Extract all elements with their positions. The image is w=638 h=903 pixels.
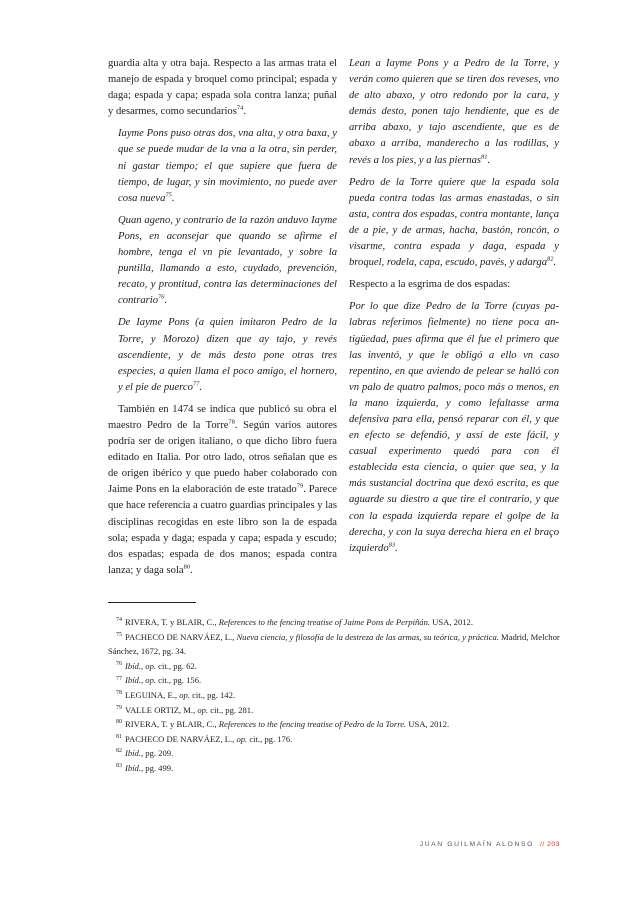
text-run: También en 1474 se indica que publicó su obra el maestro Pedro de la Torre bbox=[108, 403, 337, 431]
footnote bbox=[108, 630, 560, 659]
footnote-ref[interactable]: 78 bbox=[228, 418, 235, 426]
text-run: Quan ageno, y contrario de la razón anduvo Iayme Pons, en aconsejar que quando se afirme el hombre, tenga el vn pie levantado, y sobre la puntilla, llamando a esto, cuydado, prevención, recato, y prontitud, contra las determinaciones del contrario bbox=[118, 214, 337, 307]
text-run: Ibíd., bbox=[125, 748, 144, 759]
text-run: . Parece que hace referencia a cuatro guardias principales y las disciplinas recogidas en este libro son la de espada sola; espada y daga; espada y capa; espada y escudo; dos espadas; espada de dos manos; espada contra lanza; y daga sola bbox=[108, 484, 337, 576]
footnote bbox=[108, 688, 560, 703]
text-run: Madrid, Melchor Sánchez, 1672, pg. 34. bbox=[108, 631, 560, 657]
text-run: Lean a Iayme Pons y a Pedro de la Torre, y verán como quieren que se tiren dos reveses, vno de alto abaxo, y otro redondo por la cara, y demás desto, ponen tajo hendiente, que es de arriba abaxo, y tajo ascendiente, que es de abaxo a arriba, manderecho a las rodillas, y revés a los pies, y a las piernas bbox=[349, 58, 559, 166]
text-run: . bbox=[553, 257, 557, 269]
quote-paragraph bbox=[349, 175, 559, 272]
footnote-ref[interactable]: 75 bbox=[165, 191, 172, 199]
text-run: . bbox=[487, 154, 491, 166]
text-run: op. bbox=[197, 704, 209, 715]
footer-author: JUAN GUILMAÍN ALONSO bbox=[419, 841, 534, 848]
quote-paragraph bbox=[349, 299, 559, 557]
footnote-separator bbox=[108, 602, 196, 603]
text-run: cit., pg. 142. bbox=[189, 689, 236, 700]
footnote-number: 81 bbox=[116, 733, 122, 740]
footnote-number: 82 bbox=[116, 748, 122, 755]
footnote-number: 76 bbox=[116, 660, 122, 667]
text-run: VALLE ORTIZ, M., bbox=[125, 704, 198, 715]
text-run: RIVERA, T. y BLAIR, C., bbox=[125, 617, 219, 627]
footnote bbox=[108, 659, 560, 674]
footnote bbox=[108, 746, 560, 761]
text-run: Por lo que dize Pedro de la Torre (cuyas palabras referimos fielmente) no tiene poca antigüedad, pues afirma que él fue el primero que las inventó, y que le obligó a ello vn caso repentino, en que aviendo de pelear se halló con vn palo de quatro palmos, poco más o menos, en la mano izquierda, y como lefaltasse arma defensiva para ella, pensó reparar con él, y que en efecto se defendió, y assí de este fácil, y casual experimento quedó para con él establecida esta ciencia, o quier que sea, y la más sustancial doctrina que dexó escrita, es que aguarde su diestro a que tire el contrario, y que con la espada izquierda repare el golpe de la derecha, y con la suya derecha hiera en el braço izquierdo bbox=[349, 301, 559, 554]
footnote-number: 77 bbox=[116, 675, 122, 682]
text-run: LEGUINA, E., bbox=[125, 689, 180, 700]
text-run: . Según varios autores podría ser de origen italiano, o que dicho libro fuera editado en Italia. Por otro lado, otros señalan que es de origen ibérico y que puedo haber colaborado con Jaime Pons en la elaboración de este tratado bbox=[108, 419, 337, 496]
text-run: guardia alta y otra baja. Respecto a las armas trata el manejo de espada y broquel como principal; espada y daga; espada y capa; espada sola contra lanza; puñal y desarmes, como secundarios bbox=[108, 58, 337, 118]
footnote bbox=[108, 732, 560, 747]
text-run: Nueva ciencia, y filosofía de la destreza de las armas, su teórica, y práctica. bbox=[236, 631, 499, 642]
quote-paragraph bbox=[108, 315, 337, 395]
body-paragraph bbox=[108, 56, 337, 120]
text-run: pg. 499. bbox=[143, 762, 174, 773]
text-run: cit., pg. 281. bbox=[208, 704, 254, 715]
right-column bbox=[349, 56, 559, 563]
left-column bbox=[108, 56, 337, 585]
footnote-ref[interactable]: 76 bbox=[158, 293, 165, 301]
text-run: . bbox=[164, 295, 168, 307]
text-run: References to the fencing treatise of Jaime Pons de Perpiñán. bbox=[218, 617, 431, 627]
text-run: Pedro de la Torre quiere que la espada sola pueda contra todas las armas enastadas, o sin asta, contra dos espadas, contra montante, lança de a pie, y de armas, hacha, bastón, roncón, o visarme, contra espada y daga, espada y broquel, rodela, capa, escudo, pavés, y adarga bbox=[349, 176, 559, 269]
footnote bbox=[108, 761, 560, 776]
footnote-number: 79 bbox=[116, 704, 122, 711]
text-run: Ibíd., op. bbox=[125, 660, 157, 671]
text-run: De Iayme Pons (a quien imitaron Pedro de la Torre, y Morozo) dizen que ay tajo, y revés ascendiente, y de más desto pone otras tres especies, a quien llama el poco amigo, el hornero, y el pie de puerco bbox=[118, 317, 337, 393]
text-run: Ibíd., bbox=[125, 762, 144, 773]
text-run: Ibíd., op. bbox=[125, 675, 157, 686]
footnote-ref[interactable]: 81 bbox=[481, 153, 488, 161]
text-run: . bbox=[171, 192, 175, 204]
body-paragraph bbox=[349, 277, 559, 293]
text-run: cit., pg. 156. bbox=[156, 675, 202, 686]
footnote-number: 78 bbox=[116, 690, 122, 697]
text-run: Respecto a la esgrima de dos espadas: bbox=[349, 279, 511, 291]
footnote-ref[interactable]: 82 bbox=[547, 255, 554, 263]
running-footer bbox=[300, 841, 560, 848]
footnote-ref[interactable]: 83 bbox=[388, 541, 396, 549]
footnote-ref[interactable]: 77 bbox=[192, 380, 200, 388]
text-run: . bbox=[199, 381, 203, 393]
text-run: USA, 2012. bbox=[430, 617, 474, 627]
footnote bbox=[108, 615, 560, 630]
quote-paragraph bbox=[349, 56, 559, 169]
footnote bbox=[108, 717, 560, 732]
quote-paragraph bbox=[108, 213, 337, 310]
footnote-ref[interactable]: 79 bbox=[296, 482, 304, 490]
footnotes bbox=[108, 615, 560, 776]
text-run: pg. 209. bbox=[143, 748, 174, 759]
footnote-ref[interactable]: 74 bbox=[236, 104, 244, 112]
text-run: USA, 2012. bbox=[406, 719, 450, 730]
page-number: // 203 bbox=[539, 841, 560, 848]
body-paragraph bbox=[108, 402, 337, 579]
footnote-number: 74 bbox=[116, 617, 122, 624]
footnote-number: 80 bbox=[116, 719, 122, 726]
quote-paragraph bbox=[108, 126, 337, 206]
text-run: . bbox=[395, 542, 398, 554]
text-run: Iayme Pons puso otras dos, vna alta, y otra baxa, y que se puede mudar de la vna a la otra, sin perder, ni gastar tiempo; el que supiere que fuera de tiempo, de lugar, y sin movimiento, no puede aver cosa nueva bbox=[118, 128, 337, 204]
text-run: cit., pg. 62. bbox=[156, 660, 197, 671]
text-run: . bbox=[190, 564, 193, 576]
footnote bbox=[108, 703, 560, 718]
text-run: cit., pg. 176. bbox=[247, 733, 293, 744]
footnote-number: 83 bbox=[116, 763, 122, 770]
text-run: PACHECO DE NARVÁEZ, L., bbox=[125, 631, 237, 642]
footnote bbox=[108, 673, 560, 688]
text-run: op. bbox=[179, 689, 190, 700]
footnote-ref[interactable]: 80 bbox=[183, 563, 191, 571]
footnote-number: 75 bbox=[116, 631, 122, 638]
text-run: . bbox=[243, 106, 247, 118]
text-run: References to the fencing treatise of Pedro de la Torre. bbox=[218, 719, 407, 730]
text-run: op. bbox=[236, 733, 248, 744]
text-run: RIVERA, T. y BLAIR, C., bbox=[125, 719, 219, 730]
text-run: PACHECO DE NARVÁEZ, L., bbox=[125, 733, 237, 744]
